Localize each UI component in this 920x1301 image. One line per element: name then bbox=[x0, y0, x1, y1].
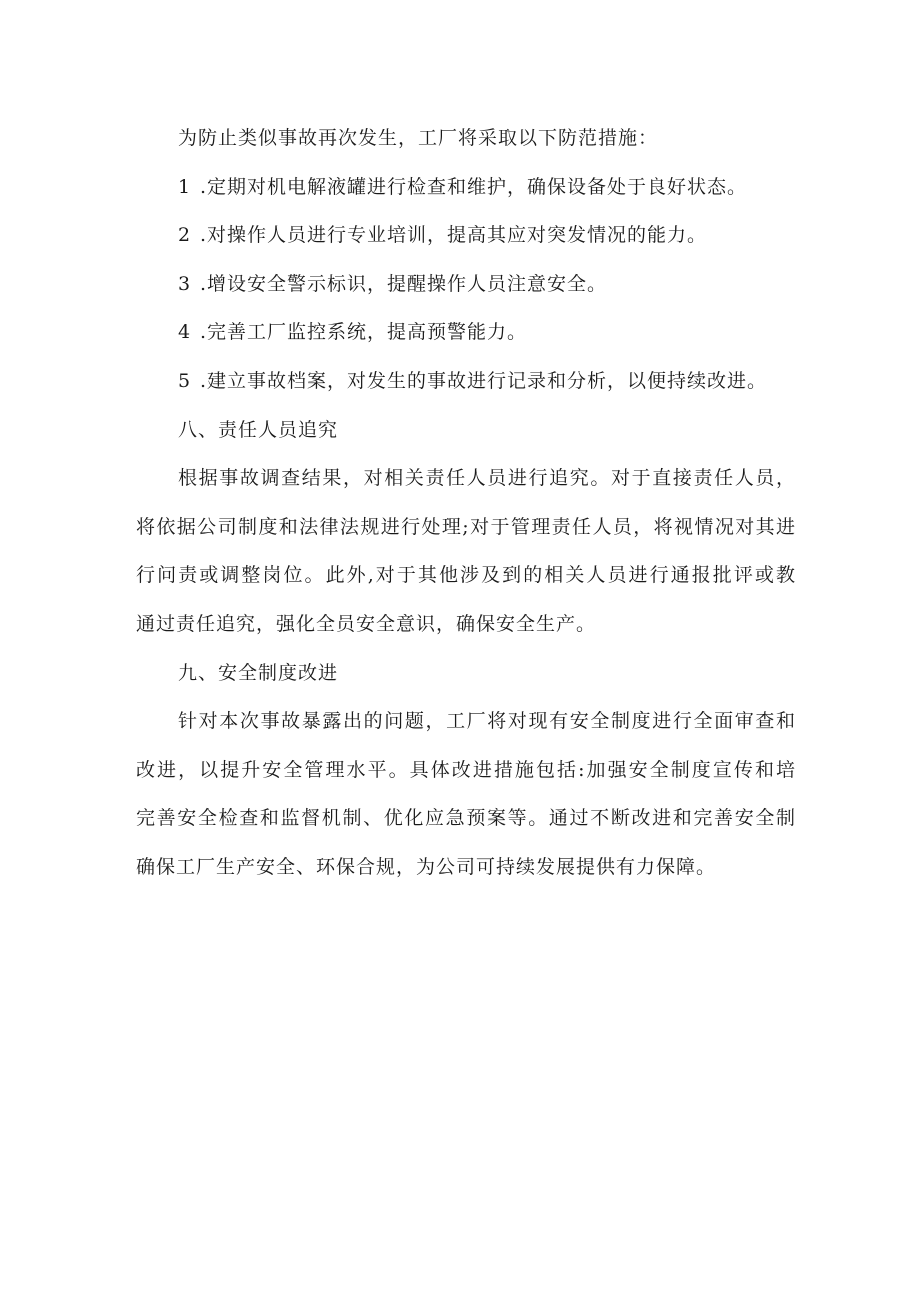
paragraph-line: 通过责任追究，强化全员安全意识，确保安全生产。 bbox=[136, 612, 597, 635]
measure-item-5 bbox=[136, 357, 796, 406]
measure-item-number: 2 bbox=[178, 224, 192, 247]
section-heading-9: 九、安全制度改进 bbox=[178, 661, 339, 684]
measure-item-4 bbox=[136, 308, 796, 357]
measure-item-number: 3 bbox=[178, 272, 192, 295]
paragraph-line: 行问责或调整岗位。此外,对于其他涉及到的相关人员进行通报批评或教 bbox=[136, 564, 796, 587]
measure-item-number: 1 bbox=[178, 175, 192, 198]
measure-item-text: .完善工厂监控系统，提高预警能力。 bbox=[200, 321, 528, 344]
measure-item-text: .定期对机电解液罐进行检查和维护，确保设备处于良好状态。 bbox=[200, 175, 748, 198]
document-body bbox=[136, 114, 796, 892]
measure-item-text: .建立事故档案，对发生的事故进行记录和分析，以便持续改进。 bbox=[200, 369, 768, 392]
paragraph-line: 将依据公司制度和法律法规进行处理;对于管理责任人员，将视情况对其进 bbox=[136, 515, 796, 538]
section-heading-8: 八、责任人员追究 bbox=[178, 418, 339, 441]
paragraph-line: 改进，以提升安全管理水平。具体改进措施包括:加强安全制度宣传和培 bbox=[136, 758, 796, 781]
paragraph-line: 确保工厂生产安全、环保合规，为公司可持续发展提供有力保障。 bbox=[136, 855, 717, 878]
paragraph-line: 根据事故调查结果，对相关责任人员进行追究。对于直接责任人员， bbox=[178, 467, 796, 490]
measure-item-2 bbox=[136, 211, 796, 260]
measure-item-text: .增设安全警示标识，提醒操作人员注意安全。 bbox=[200, 272, 608, 295]
measure-item-number: 4 bbox=[178, 321, 192, 344]
paragraph-line: 完善安全检查和监督机制、优化应急预案等。通过不断改进和完善安全制 bbox=[136, 807, 796, 830]
measures-intro-text: 为防止类似事故再次发生，工厂将采取以下防范措施： bbox=[178, 127, 659, 149]
measure-item-1 bbox=[136, 163, 796, 212]
measure-item-text: .对操作人员进行专业培训，提高其应对突发情况的能力。 bbox=[200, 224, 708, 247]
measures-intro bbox=[136, 114, 796, 163]
measure-item-3 bbox=[136, 260, 796, 309]
measure-item-number: 5 bbox=[178, 369, 192, 392]
paragraph-line: 针对本次事故暴露出的问题，工厂将对现有安全制度进行全面审查和 bbox=[178, 710, 796, 733]
